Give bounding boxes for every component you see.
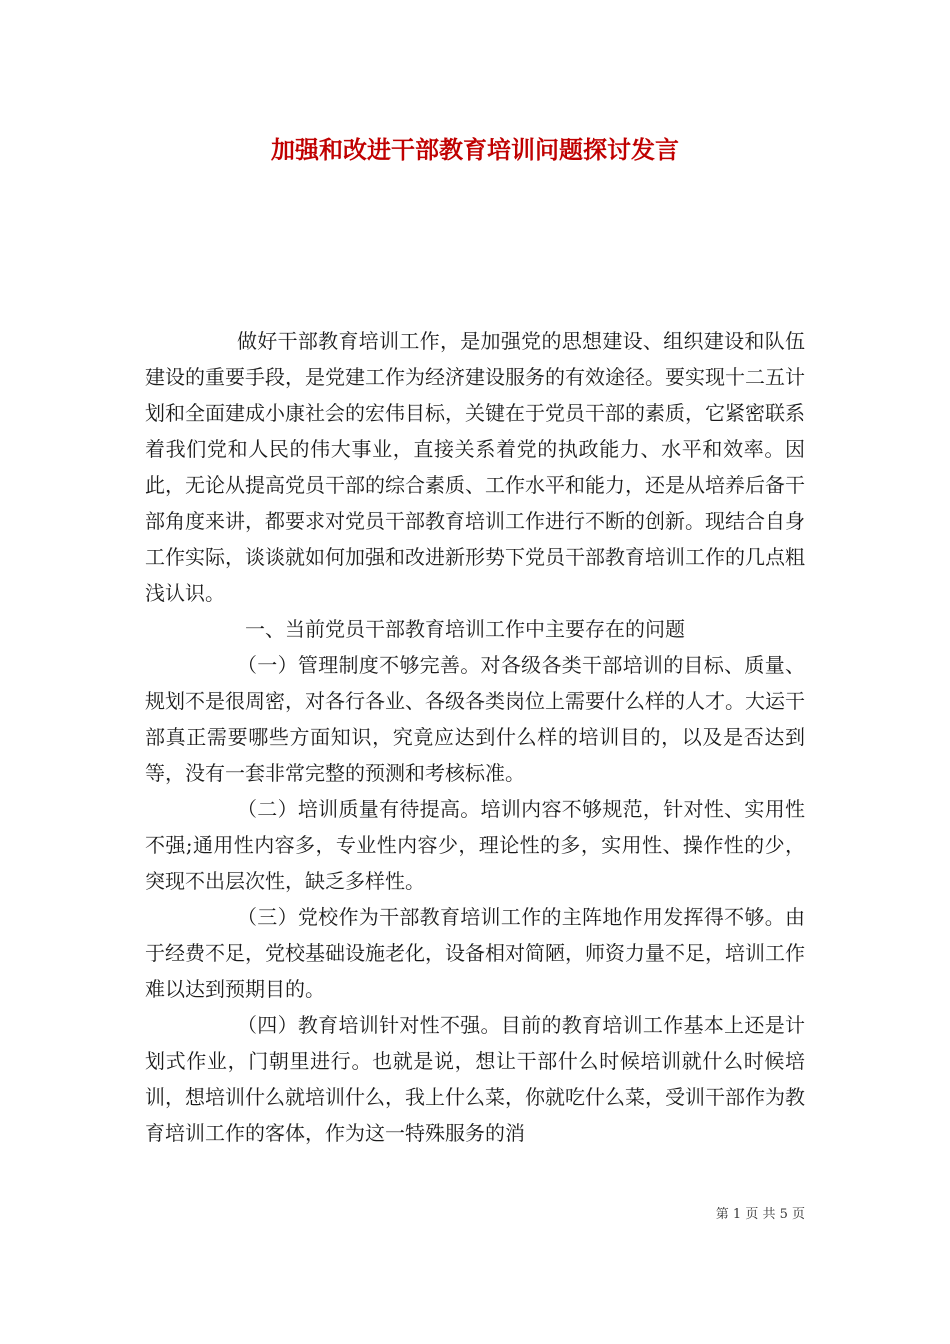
document-title: 加强和改进干部教育培训问题探讨发言 — [271, 135, 679, 164]
page-number: 第 1 页 共 5 页 — [715, 1207, 805, 1222]
problem-paragraph-4: （四）教育培训针对性不强。目前的教育培训工作基本上还是计划式作业，门朝里进行。也就是说，想让干部什么时候培训就什么时候培训，想培训什么就培训什么，我上什么菜，你就吃什么菜，受训干部作为教育培训工作的客体，作为这一特殊服务的消 — [145, 1013, 805, 1145]
intro-paragraph: 做好干部教育培训工作，是加强党的思想建设、组织建设和队伍建设的重要手段，是党建工作为经济建设服务的有效途径。要实现十二五计划和全面建成小康社会的宏伟目标，关键在于党员干部的素质，它紧密联系着我们党和人民的伟大事业，直接关系着党的执政能力、水平和效率。因此，无论从提高党员干部的综合素质、工作水平和能力，还是从培养后备干部角度来讲，都要求对党员干部教育培训工作进行不断的创新。现结合自身工作实际，谈谈就如何加强和改进新形势下党员干部教育培训工作的几点粗浅认识。 — [145, 329, 805, 605]
problem-paragraph-1: （一）管理制度不够完善。对各级各类干部培训的目标、质量、规划不是很周密，对各行各业、各级各类岗位上需要什么样的人才。大运干部真正需要哪些方面知识，究竟应达到什么样的培训目的，以及是否达到等，没有一套非常完整的预测和考核标准。 — [145, 653, 805, 785]
document-body — [145, 323, 805, 1151]
problem-paragraph-3: （三）党校作为干部教育培训工作的主阵地作用发挥得不够。由于经费不足，党校基础设施老化，设备相对简陋，师资力量不足，培训工作难以达到预期目的。 — [145, 905, 805, 1001]
problem-paragraph-2: （二）培训质量有待提高。培训内容不够规范，针对性、实用性不强;通用性内容多，专业性内容少，理论性的多，实用性、操作性的少，突现不出层次性，缺乏多样性。 — [145, 797, 805, 893]
section-heading: 一、当前党员干部教育培训工作中主要存在的问题 — [245, 617, 685, 641]
